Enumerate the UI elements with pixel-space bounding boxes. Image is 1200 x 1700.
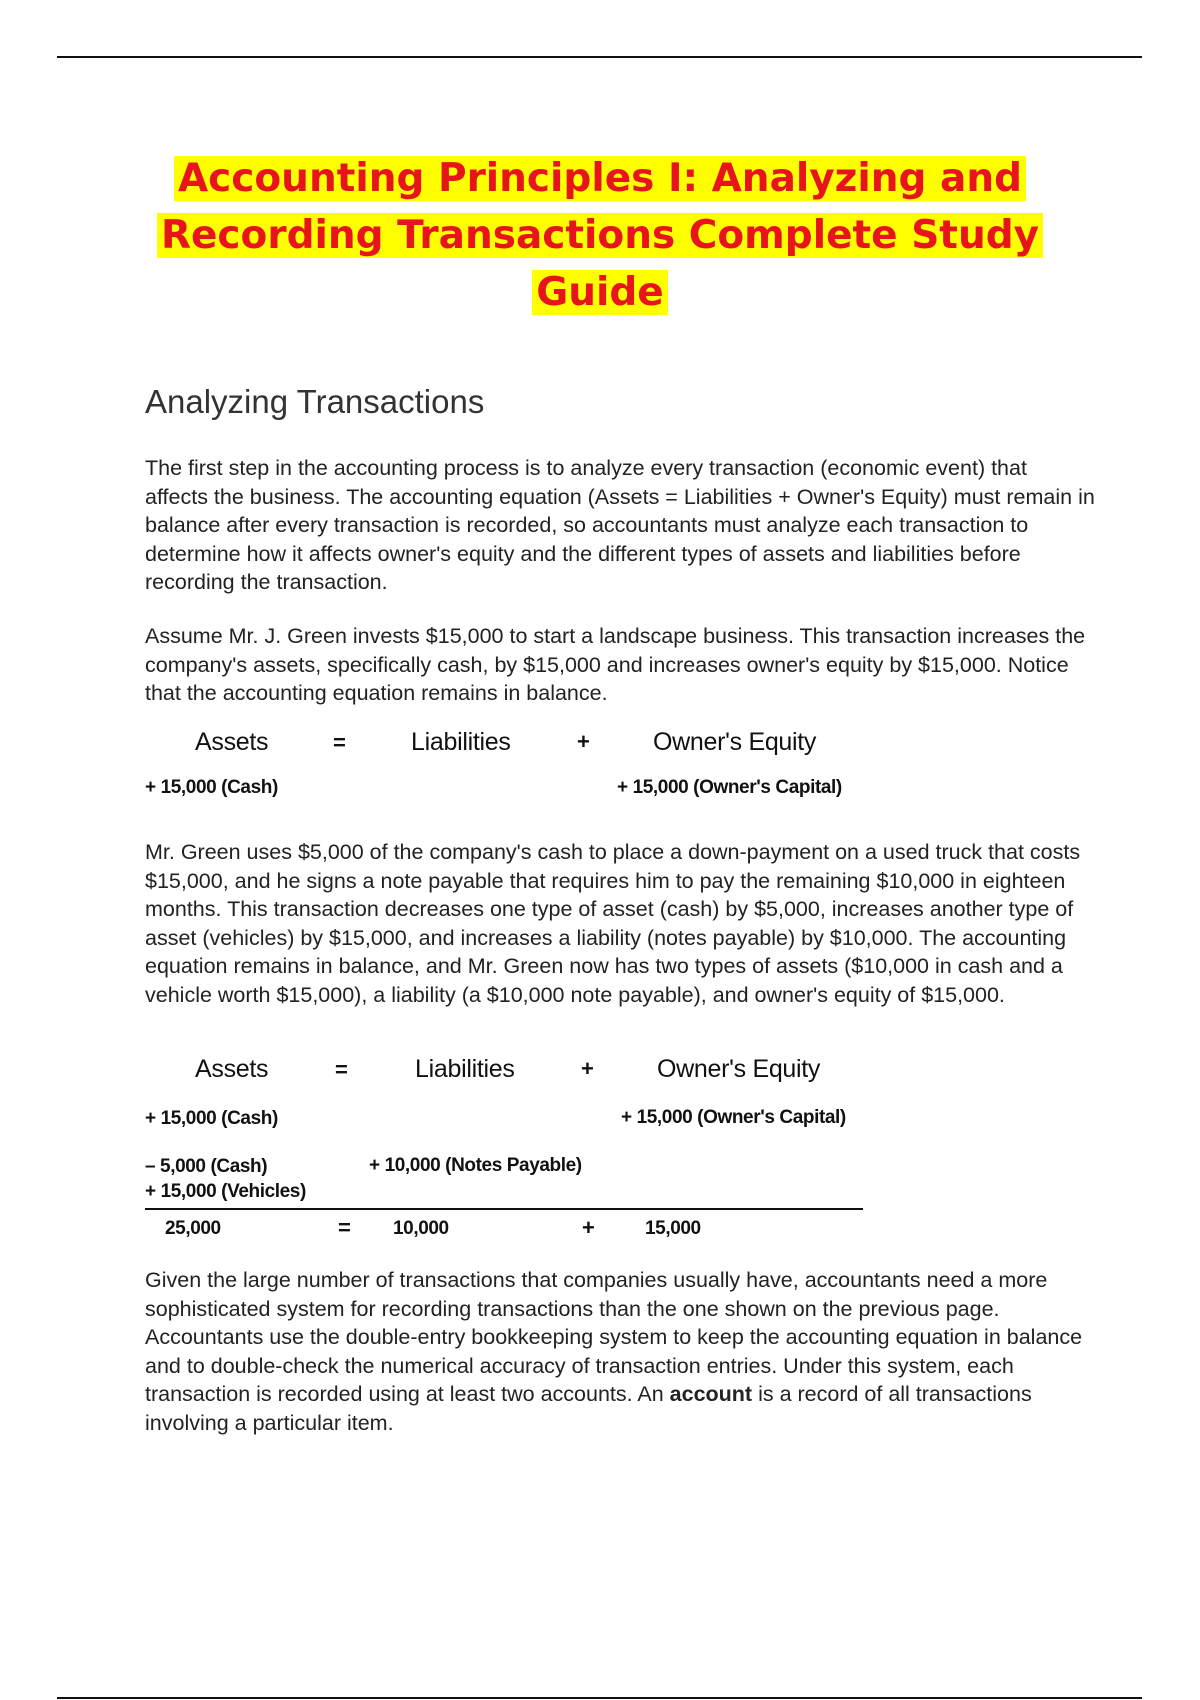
eq1-liabilities-header: Liabilities xyxy=(411,728,511,756)
section-heading: Analyzing Transactions xyxy=(145,383,485,420)
top-rule xyxy=(57,56,1142,58)
title-line-2: Recording Transactions Complete Study xyxy=(157,213,1043,258)
eq2-equity-header: Owner's Equity xyxy=(657,1055,821,1083)
eq2-total-plus-sign: + xyxy=(582,1215,595,1240)
eq2-liabilities-header: Liabilities xyxy=(415,1055,515,1083)
paragraph-intro: The first step in the accounting process is to analyze every transaction (economic event) that affects the business. The accounting equation (Assets = Liabilities + Owner's Equity) must remain in balance after every transaction is recorded, so accountants must analyze each transaction to determine how it affects owner's equity and the different types of assets and liabilities before recording the transaction. xyxy=(145,456,1095,594)
eq2-total-equals-sign: = xyxy=(338,1215,351,1240)
account-term: account xyxy=(669,1382,753,1406)
paragraph-double-entry-text-1: Given the large number of transactions that companies usually have, accountants need a more sophisticated system for recording transactions than the one shown on the previous page. Accountants use the double-entry bookkeeping system to keep the accounting equation in balance and to double-check the numerical accuracy of transaction entries. Under this system, each transaction is recorded using at least two accounts. An xyxy=(145,1268,1083,1406)
eq2-total-equity: 15,000 xyxy=(645,1218,701,1239)
eq1-assets-entry: + 15,000 (Cash) xyxy=(145,777,278,798)
eq2-assets-header: Assets xyxy=(195,1055,269,1083)
paragraph-double-entry-text-2: is a record of all transactions involving a particular item. xyxy=(145,1382,1032,1435)
eq2-plus-sign: + xyxy=(581,1056,594,1081)
eq1-plus-sign: + xyxy=(577,729,590,754)
paragraph-truck-purchase: Mr. Green uses $5,000 of the company's cash to place a down-payment on a used truck that costs $15,000, and he signs a note payable that requires him to pay the remaining $10,000 in eighteen months. This transaction decreases one type of asset (cash) by $5,000, increases another type of asset (vehicles) by $15,000, and increases a liability (notes payable) by $10,000. The accounting equation remains in balance, and Mr. Green now has two types of assets ($10,000 in cash and a vehicle worth $15,000), a liability (a $10,000 note payable), and owner's equity of $15,000. xyxy=(145,840,1081,1007)
eq2-assets-cash-entry: + 15,000 (Cash) xyxy=(145,1108,278,1129)
accounting-equation-1 xyxy=(145,728,865,808)
eq1-equity-header: Owner's Equity xyxy=(653,728,817,756)
document-title xyxy=(150,150,1050,321)
eq1-assets-header: Assets xyxy=(195,728,269,756)
accounting-equation-2 xyxy=(145,1055,865,1245)
eq2-assets-cash-decrease: – 5,000 (Cash) xyxy=(145,1156,268,1177)
eq2-equity-entry: + 15,000 (Owner's Capital) xyxy=(621,1107,846,1128)
eq2-total-liabilities: 10,000 xyxy=(393,1218,449,1239)
eq1-equals-sign: = xyxy=(333,730,346,755)
paragraph-investment: Assume Mr. J. Green invests $15,000 to start a landscape business. This transaction increases the company's assets, specifically cash, by $15,000 and increases owner's equity by $15,000. Notice that the accounting equation remains in balance. xyxy=(145,624,1086,705)
eq1-equity-entry: + 15,000 (Owner's Capital) xyxy=(617,777,842,798)
title-line-1: Accounting Principles I: Analyzing and xyxy=(174,156,1026,201)
eq2-liabilities-entry: + 10,000 (Notes Payable) xyxy=(369,1155,582,1176)
eq2-total-rule xyxy=(145,1208,863,1210)
eq2-assets-vehicles-entry: + 15,000 (Vehicles) xyxy=(145,1181,306,1202)
eq2-equals-sign: = xyxy=(335,1057,348,1082)
paragraph-double-entry xyxy=(145,1266,1095,1437)
eq2-total-assets: 25,000 xyxy=(165,1218,221,1239)
bottom-rule xyxy=(57,1697,1142,1699)
title-line-3: Guide xyxy=(532,270,668,315)
